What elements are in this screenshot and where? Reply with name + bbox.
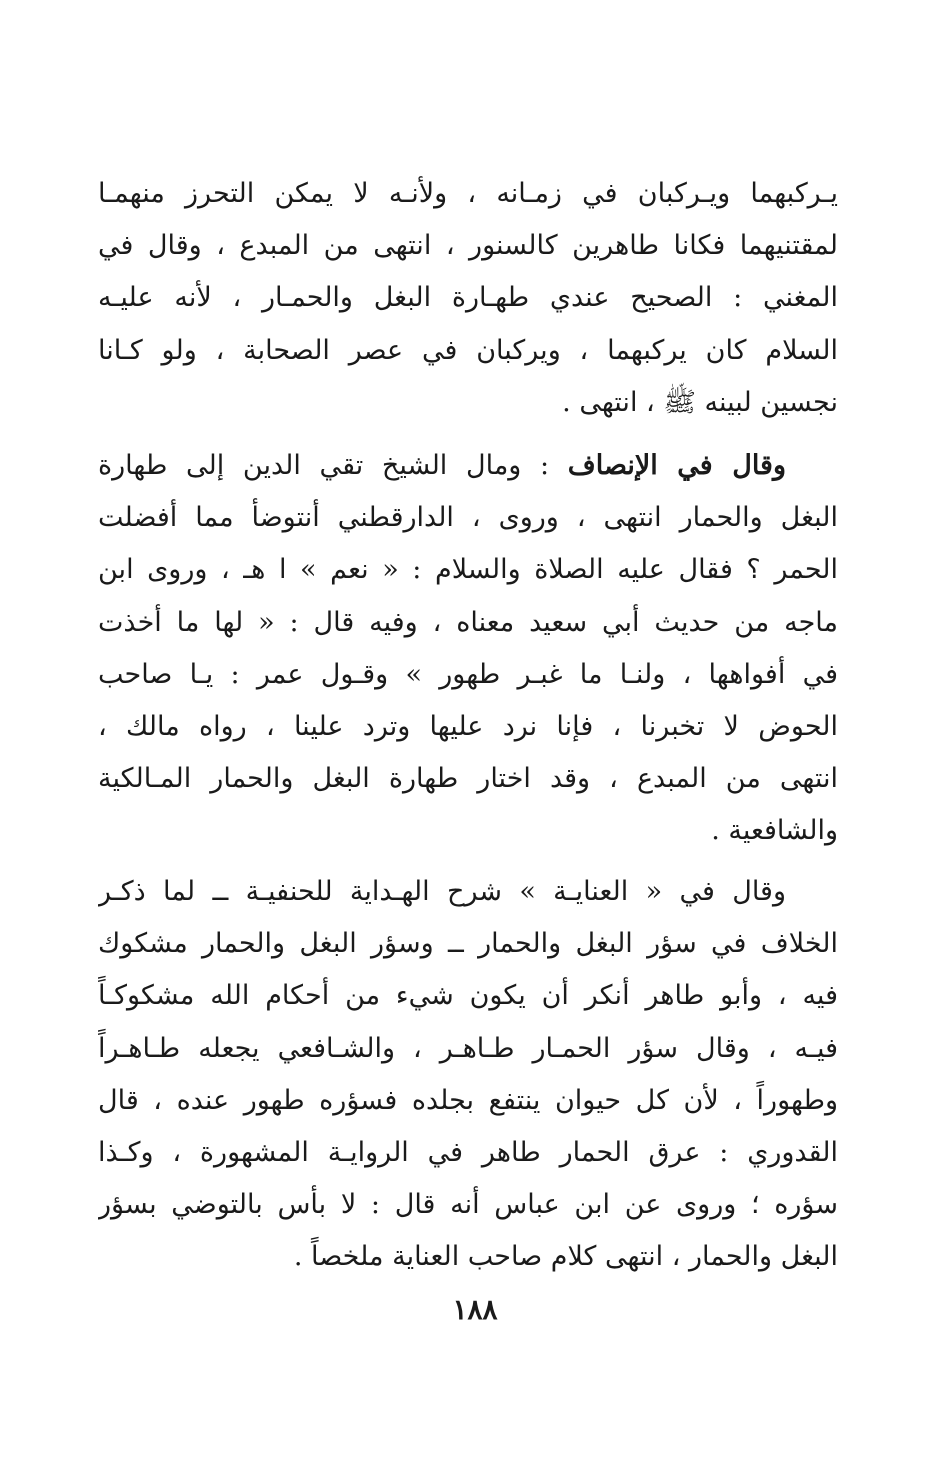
paragraph-2-line-2: البغل والحمار انتهى ، وروى ، الدارقطني أنتوضأ مما أفضلت <box>98 502 838 534</box>
paragraph-2-line-1-text: : ومال الشيخ تقي الدين إلى طهارة <box>98 450 550 481</box>
paragraph-1-line-2: لمقتنيهما فكانا طاهرين كالسنور ، انتهى من المبدع ، وقال في <box>98 230 838 262</box>
paragraph-2-line-7: انتهى من المبدع ، وقد اختار طهارة البغل والحمار المـالكية <box>98 763 838 795</box>
paragraph-3-line-8: البغل والحمار ، انتهى كلام صاحب العناية ملخصاً . <box>293 1241 838 1273</box>
paragraph-3-line-2: الخلاف في سؤر البغل والحمار ــ وسؤر البغل والحمار مشكوك <box>98 928 838 960</box>
paragraph-3-line-3: فيه ، وأبو طاهر أنكر أن يكون شيء من أحكام الله مشكوكـاً <box>98 980 838 1012</box>
paragraph-1-line-1: يـركبهما ويـركبان في زمـانه ، ولأنـه لا يمكن التحرز منهمـا <box>98 178 838 209</box>
paragraph-3-line-4: فيـه ، وقال سؤر الحمـار طـاهـر ، والشـافعي يجعله طـاهـراً <box>98 1032 838 1064</box>
paragraph-3-line-6: القدوري : عرق الحمار طاهر في الروايـة المشهورة ، وكـذا <box>98 1136 838 1168</box>
page-number: ١٨٨ <box>452 1293 498 1326</box>
paragraph-2-line-5: في أفواهها ، ولنـا ما غبـر طهور » وقـول عمر : يـا صاحب <box>98 658 838 690</box>
paragraph-2-line-6: الحوض لا تخبرنا ، فإنا نرد عليها وترد علينا ، رواه مالك ، <box>98 710 838 742</box>
paragraph-2-line-4: ماجه من حديث أبي سعيد معناه ، وفيه قال : « لها ما أخذت <box>98 606 838 638</box>
paragraph-1-line-3: المغني : الصحيح عندي طهـارة البغل والحمـار ، لأنه عليـه <box>98 282 838 314</box>
paragraph-3-line-5: وطهوراً ، لأن كل حيوان ينتفع بجلده فسؤره طهور عنده ، قال <box>98 1084 838 1116</box>
paragraph-3-line-7: سؤره ؛ وروى عن ابن عباس أنه قال : لا بأس بالتوضي بسؤر <box>98 1189 838 1221</box>
paragraph-2-line-8: والشافعية . <box>711 815 838 847</box>
paragraph-3 <box>98 866 838 1284</box>
paragraph-1-line-4: السلام كان يركبهما ، ويركبان في عصر الصحابة ، ولو كـانا <box>98 334 838 366</box>
paragraph-3-line-1: وقال في « العنايـة » شرح الهـداية للحنفيـة ــ لما ذكـر <box>98 876 786 907</box>
paragraph-1 <box>98 168 838 429</box>
paragraph-2-line-1 <box>98 440 838 492</box>
paragraph-2-line-3: الحمر ؟ فقال عليه الصلاة والسلام : « نعم » ا هـ ، وروى ابن <box>98 554 838 586</box>
paragraph-2 <box>98 440 838 858</box>
paragraph-1-line-5: نجسين لبينه ﷺ ، انتهى . <box>562 386 838 418</box>
paragraph-2-lead-heading: وقال في الإنصاف <box>567 450 786 481</box>
